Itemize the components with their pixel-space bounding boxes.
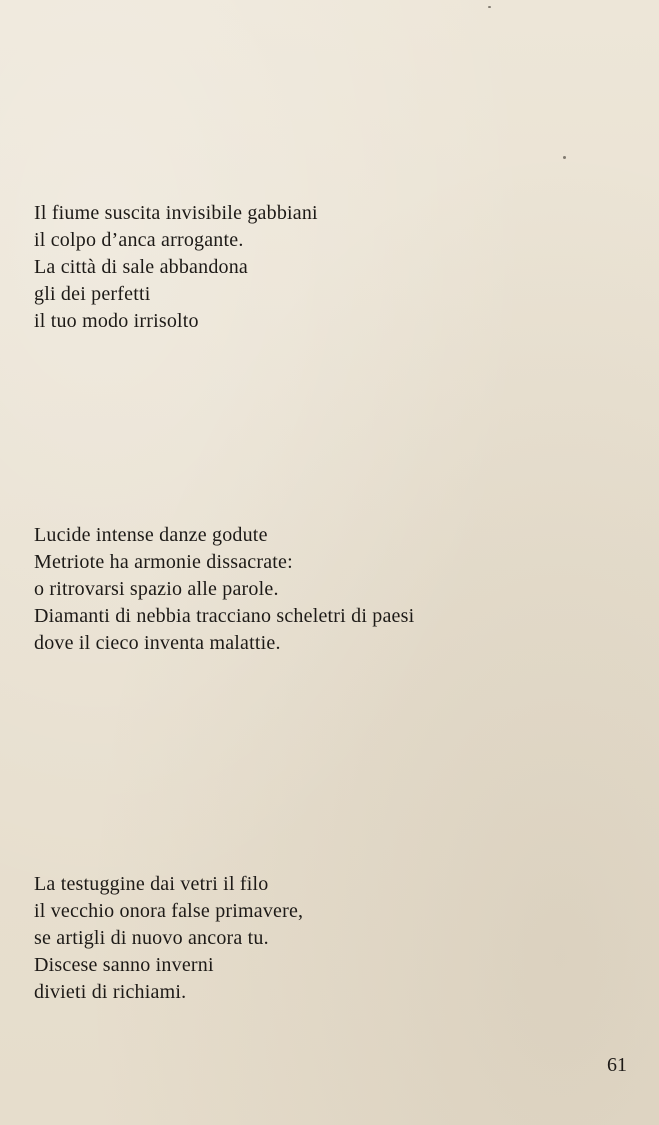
poem-line: La testuggine dai vetri il filo: [34, 873, 269, 895]
poem-stanza-3: [34, 871, 303, 1006]
poem-line: il colpo d’anca arrogante.: [34, 229, 244, 251]
poem-line: Metriote ha armonie dissacrate:: [34, 551, 293, 573]
poem-line: Lucide intense danze godute: [34, 524, 268, 546]
poem-line: gli dei perfetti: [34, 283, 151, 305]
poem-line: La città di sale abbandona: [34, 256, 248, 278]
poem-line: il tuo modo irrisolto: [34, 310, 199, 332]
poem-line: dove il cieco inventa malattie.: [34, 632, 281, 654]
page-number: 61: [607, 1054, 627, 1076]
poem-line: divieti di richiami.: [34, 981, 187, 1003]
poem-line: o ritrovarsi spazio alle parole.: [34, 578, 279, 600]
poem-line: Il fiume suscita invisibile gabbiani: [34, 202, 318, 224]
poem-stanza-1: [34, 200, 318, 335]
poem-line: Diamanti di nebbia tracciano scheletri di paesi: [34, 605, 415, 627]
paper-speck: [563, 156, 566, 159]
poem-line: il vecchio onora false primavere,: [34, 900, 304, 922]
poem-line: se artigli di nuovo ancora tu.: [34, 927, 269, 949]
paper-speck: [488, 6, 491, 8]
poem-line: Discese sanno inverni: [34, 954, 214, 976]
poem-stanza-2: [34, 522, 414, 657]
